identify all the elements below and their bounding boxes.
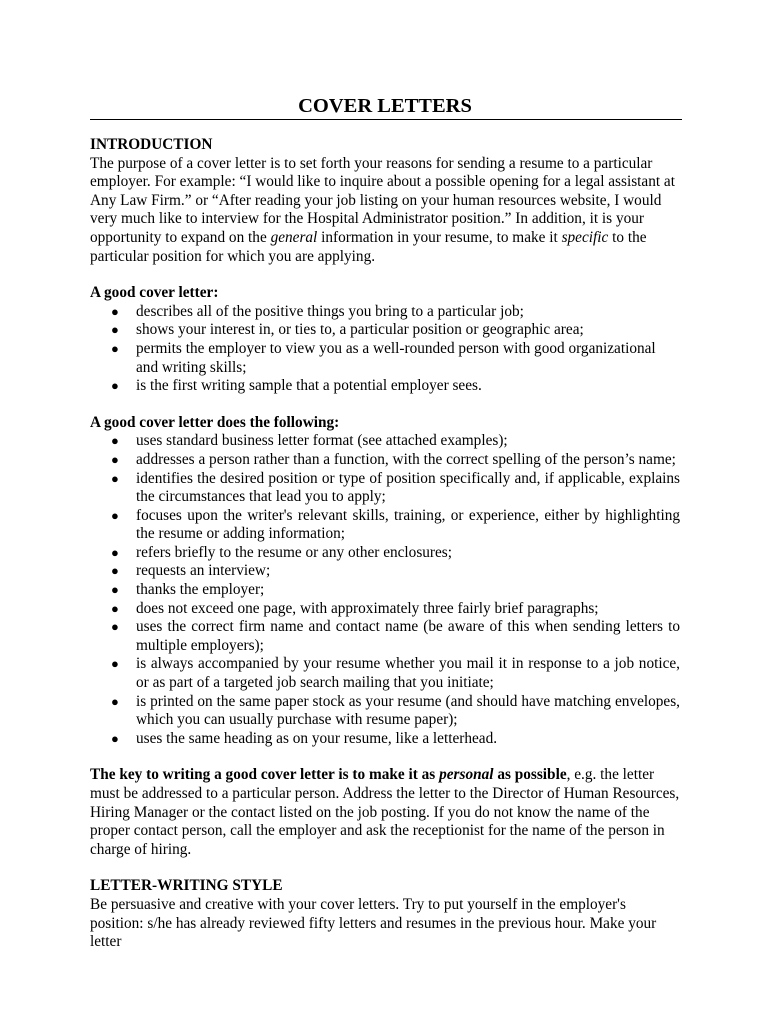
does-following-list <box>90 432 680 748</box>
bullet-icon: ● <box>111 303 119 319</box>
bullet-icon: ● <box>111 507 119 523</box>
good-letter-heading: A good cover letter: <box>90 284 219 302</box>
list-item-text: focuses upon the writer's relevant skills, training, or experience, either by highlighting the resume or adding information; <box>136 506 680 543</box>
bullet-icon: ● <box>111 563 119 579</box>
key-bold-2: as possible <box>493 766 567 784</box>
list-item <box>90 507 680 544</box>
bullet-icon: ● <box>111 619 119 635</box>
intro-text-1: The purpose of a cover letter is to set forth your reasons for sending a resume to a particular employer. For example: “I would like to inquire about a possible opening for a legal assistant at Any Law Firm.” or “After reading your job listing on your human resources website, I would very much like to interview for the Hospital Administrator position.” In addition, it is your opportunity to expand on the <box>90 154 675 246</box>
list-item-text: identifies the desired position or type of position specifically and, if applicable, explains the circumstances that lead you to apply; <box>136 469 680 506</box>
list-item <box>90 340 680 377</box>
key-text: , e.g. the letter must be addressed to a particular person. Address the letter to the Director of Human Resources, Hiring Manager or the contact listed on the job posting. If you do not know the name of the proper contact person, call the employer and ask the receptionist for the name of the person in charge of hiring. <box>90 766 680 858</box>
intro-text-2: information in your resume, to make it <box>317 228 562 246</box>
bullet-icon: ● <box>111 378 119 394</box>
bullet-icon: ● <box>111 730 119 746</box>
list-item <box>90 600 680 619</box>
list-item-text: uses standard business letter format (see attached examples); <box>136 432 508 450</box>
bullet-icon: ● <box>111 600 119 616</box>
bullet-icon: ● <box>111 433 119 449</box>
bullet-icon: ● <box>111 656 119 672</box>
bullet-icon: ● <box>111 582 119 598</box>
list-item <box>90 377 680 396</box>
page-title: COVER LETTERS <box>298 95 472 117</box>
list-item-text: is always accompanied by your resume whether you mail it in response to a job notice, or as part of a targeted job search mailing that you initiate; <box>136 655 680 692</box>
key-paragraph <box>90 766 680 859</box>
list-item-text: does not exceed one page, with approximately three fairly brief paragraphs; <box>136 599 599 617</box>
list-item <box>90 618 680 655</box>
bullet-icon: ● <box>111 693 119 709</box>
list-item <box>90 470 680 507</box>
title-rule <box>90 119 682 120</box>
list-item-text: shows your interest in, or ties to, a particular position or geographic area; <box>136 321 584 339</box>
list-item <box>90 730 680 749</box>
bullet-icon: ● <box>111 544 119 560</box>
list-item <box>90 432 680 451</box>
list-item <box>90 544 680 563</box>
key-bold-1: The key to writing a good cover letter is to make it as <box>90 766 440 784</box>
list-item <box>90 693 680 730</box>
list-item-text: addresses a person rather than a function, with the correct spelling of the person’s name; <box>136 450 676 468</box>
bullet-icon: ● <box>111 451 119 467</box>
key-bold-em-personal: personal <box>439 766 494 784</box>
list-item-text: thanks the employer; <box>136 581 265 599</box>
intro-text-3: to the particular position for which you are applying. <box>90 228 647 265</box>
bullet-icon: ● <box>111 340 119 356</box>
good-letter-list <box>90 303 680 396</box>
list-item <box>90 451 680 470</box>
list-item-text: permits the employer to view you as a well-rounded person with good organizational and writing skills; <box>136 339 656 376</box>
list-item <box>90 655 680 692</box>
list-item <box>90 562 680 581</box>
list-item <box>90 581 680 600</box>
list-item-text: requests an interview; <box>136 562 271 580</box>
intro-em-general: general <box>270 228 318 246</box>
bullet-icon: ● <box>111 322 119 338</box>
list-item-text: describes all of the positive things you bring to a particular job; <box>136 302 524 320</box>
list-item-text: is printed on the same paper stock as your resume (and should have matching envelopes, which you can usually purchase with resume paper); <box>136 692 680 729</box>
intro-paragraph <box>90 155 680 267</box>
list-item-text: is the first writing sample that a potential employer sees. <box>136 377 482 395</box>
list-item-text: refers briefly to the resume or any other enclosures; <box>136 543 453 561</box>
list-item-text: uses the same heading as on your resume, like a letterhead. <box>136 729 498 747</box>
intro-heading: INTRODUCTION <box>90 136 213 153</box>
list-item <box>90 321 680 340</box>
letter-writing-style-heading: LETTER-WRITING STYLE <box>90 877 283 895</box>
bullet-icon: ● <box>111 470 119 486</box>
list-item-text: uses the correct firm name and contact name (be aware of this when sending letters to multiple employers); <box>136 618 680 654</box>
letter-writing-style-paragraph: Be persuasive and creative with your cover letters. Try to put yourself in the employer's position: s/he has already reviewed fifty letters and resumes in the previous hour. Make your letter <box>90 895 657 951</box>
intro-em-specific: specific <box>561 228 609 246</box>
list-item <box>90 303 680 322</box>
does-following-heading: A good cover letter does the following: <box>90 413 340 431</box>
